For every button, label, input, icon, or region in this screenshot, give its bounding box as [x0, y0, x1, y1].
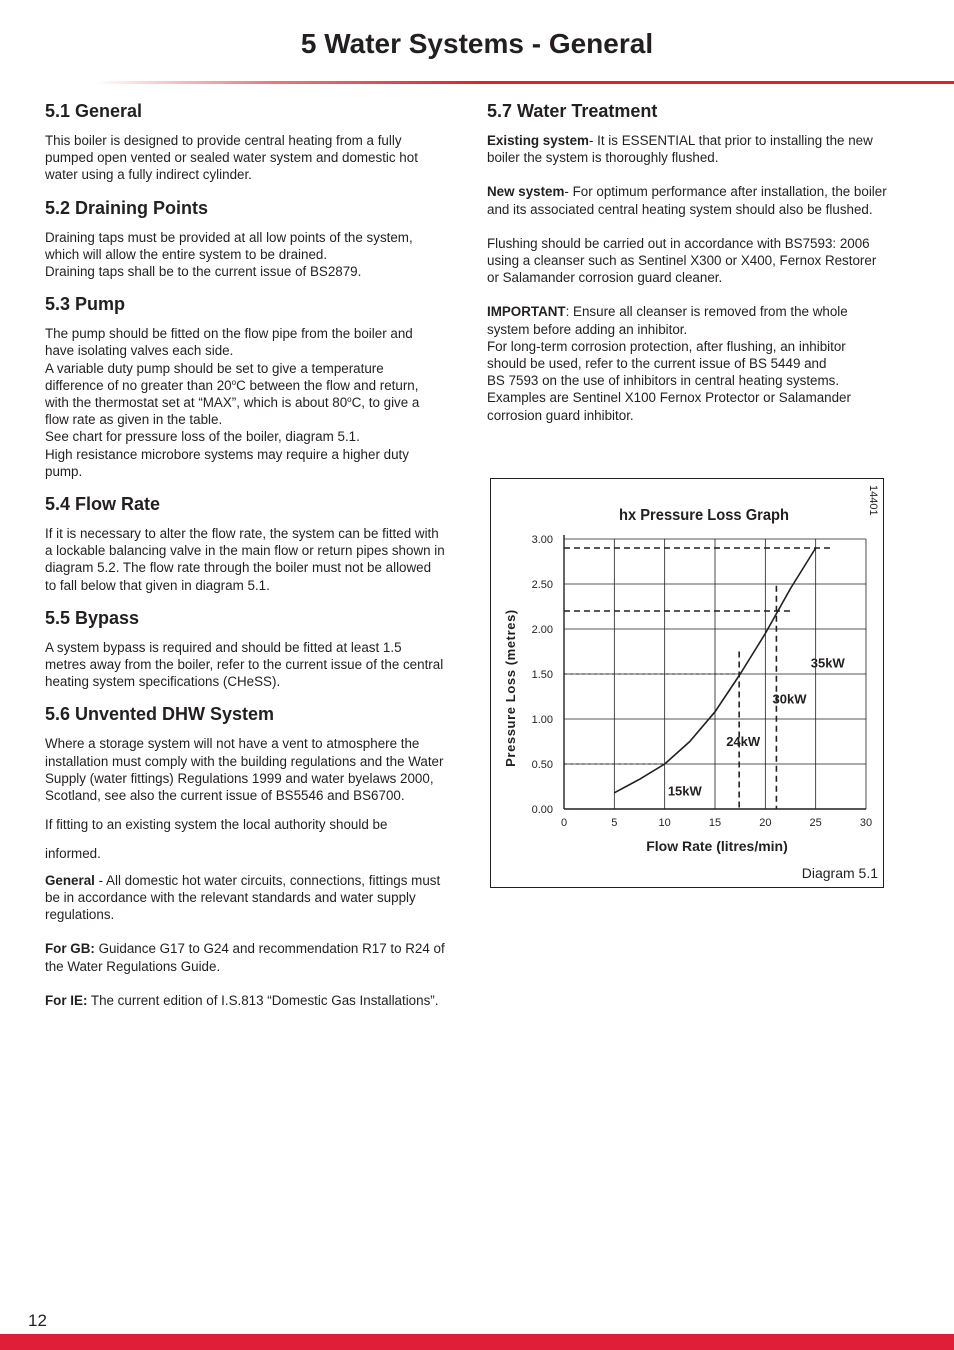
important-text: IMPORTANT: Ensure all cleanser is removed from the whole system before adding an inhibitor. — [487, 304, 848, 337]
x-tick-label: 10 — [658, 817, 671, 829]
inhibitor-text-1: For long-term corrosion protection, after flushing, an inhibitor should be used, refer to the current issue of BS 5449 and — [487, 338, 846, 372]
section-heading-unvented: 5.6 Unvented DHW System — [45, 704, 275, 725]
y-tick-label: 2.00 — [531, 624, 553, 636]
operating-label-15kw: 15kW — [667, 783, 702, 799]
x-tick-label: 15 — [708, 817, 722, 829]
y-axis-label: Pressure Loss (metres) — [503, 609, 518, 767]
draining-text-2: Draining taps shall be to the current issue of BS2879. — [45, 264, 362, 280]
operating-label-30kw: 30kW — [772, 691, 807, 707]
pump-text-2: A variable duty pump should be set to give a temperature difference of no greater than 20$^o$C between the flow and return, with the thermostat set at “MAX”, which is about 80$^o$C, to give a flow rate as given in the table. — [45, 360, 420, 428]
unvented-ie: For IE: The current edition of I.S.813 “Domestic Gas Installations”. — [45, 992, 439, 1008]
inhibitor-text-3: Examples are Sentinel X100 Fernox Protector or Salamander corrosion guard inhibitor. — [487, 390, 851, 423]
bypass-text: A system bypass is required and should be fitted at least 1.5 metres away from the boiler, refer to the current issue of the central heating system specifications (CHeSS). — [45, 639, 444, 690]
unvented-general: General - All domestic hot water circuits, connections, fittings must be in accordance with the relevant standards and water supply regulations. — [45, 872, 441, 923]
left-column — [45, 100, 445, 1009]
inhibitor-text-2: BS 7593 on the use of inhibitors in central heating systems. — [487, 373, 840, 389]
general-text: This boiler is designed to provide central heating from a fully pumped open vented or sealed water system and domestic hot water using a fully indirect cylinder. — [45, 133, 418, 183]
operating-label-24kw: 24kW — [726, 734, 761, 749]
draining-text-1: Draining taps must be provided at all low points of the system, which will allow the entire system to be drained. — [45, 229, 413, 262]
existing-system-text: Existing system- It is ESSENTIAL that prior to installing the new boiler the system is thoroughly flushed. — [487, 133, 873, 166]
y-tick-label: 1.50 — [531, 669, 553, 681]
pump-text-1: The pump should be fitted on the flow pipe from the boiler and have isolating valves each side. — [45, 326, 413, 359]
x-axis-label: Flow Rate (litres/min) — [646, 838, 788, 854]
chart-title: hx Pressure Loss Graph — [618, 506, 790, 525]
unvented-text-3: informed. — [45, 846, 101, 862]
new-system-text: New system- For optimum performance after installation, the boiler and its associated central heating system should also be flushed. — [487, 184, 887, 217]
x-tick-label: 25 — [809, 817, 822, 829]
x-tick-label: 0 — [560, 817, 568, 829]
page-title: 5 Water Systems - General — [300, 28, 654, 59]
section-heading-flow-rate: 5.4 Flow Rate — [45, 494, 161, 515]
y-tick-label: 1.00 — [531, 714, 553, 726]
x-tick-label: 5 — [611, 817, 618, 829]
section-heading-pump: 5.3 Pump — [45, 294, 126, 315]
pump-text-3: See chart for pressure loss of the boiler, diagram 5.1. — [45, 429, 360, 445]
y-tick-label: 3.00 — [531, 534, 553, 546]
unvented-text-2: If fitting to an existing system the local authority should be — [45, 817, 388, 833]
operating-label-35kw: 35kW — [810, 655, 845, 671]
pump-text-4: High resistance microbore systems may require a higher duty pump. — [45, 446, 409, 479]
y-tick-label: 0.00 — [531, 804, 553, 816]
flow-rate-text: If it is necessary to alter the flow rate, the system can be fitted with a lockable balancing valve in the main flow or return pipes shown in diagram 5.2. The flow rate through the boiler must not be allowed to fall below that given in diagram 5.1. — [45, 526, 445, 593]
diagram-code: 14401 — [867, 485, 879, 516]
x-tick-label: 30 — [859, 817, 873, 829]
section-heading-bypass: 5.5 Bypass — [45, 607, 140, 628]
diagram-caption: Diagram 5.1 — [801, 865, 878, 881]
section-heading-water-treatment: 5.7 Water Treatment — [487, 101, 658, 121]
page-number: 12 — [28, 1311, 47, 1330]
pressure-loss-chart — [491, 479, 883, 887]
footer-bar — [0, 1334, 954, 1350]
section-heading-general: 5.1 General — [45, 101, 143, 121]
unvented-text-1: Where a storage system will not have a vent to atmosphere the installation must comply with the building regulations and the Water Supply (water fittings) Regulations 1999 and water byelaws 2000, Scotland, see also the current issue of BS5546 and BS6700. — [45, 736, 444, 804]
section-heading-draining: 5.2 Draining Points — [45, 197, 209, 218]
flushing-text: Flushing should be carried out in accordance with BS7593: 2006 using a cleanser such as Sentinel X300 or X400, Fernox Restorer or Salamander corrosion guard cleaner. — [487, 235, 877, 286]
pressure-loss-diagram — [490, 478, 884, 888]
x-tick-label: 20 — [759, 817, 772, 829]
y-tick-label: 2.50 — [531, 579, 553, 591]
right-column — [487, 100, 887, 424]
y-tick-label: 0.50 — [531, 759, 553, 771]
unvented-gb: For GB: Guidance G17 to G24 and recommendation R17 to R24 of the Water Regulations Guide. — [45, 941, 445, 974]
title-rule — [95, 81, 954, 84]
